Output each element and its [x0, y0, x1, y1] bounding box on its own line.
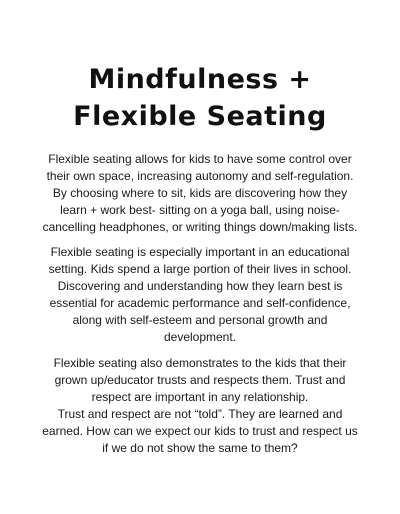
paragraph-line: grown up/educator trusts and respects them. Trust and — [54, 372, 346, 387]
paragraph-line: learn + work best- sitting on a yoga ball, using noise- — [60, 202, 340, 217]
paragraph-line: essential for academic performance and self-confidence, — [49, 295, 351, 310]
page-title-line-2: Flexible Seating — [73, 101, 327, 132]
paragraph-line: Flexible seating allows for kids to have some control over — [48, 152, 352, 166]
paragraph-education — [36, 244, 364, 345]
page-title-line-1: Mindfulness + — [88, 64, 312, 95]
paragraph-line: Flexible seating also demonstrates to the kids that their — [53, 356, 347, 370]
paragraph-line: respect are important in any relationship. — [91, 389, 309, 404]
paragraph-line: Discovering and understanding how they learn best is — [57, 278, 343, 293]
paragraph-line: Trust and respect are not “told”. They are learned and — [57, 406, 343, 421]
paragraph-autonomy — [36, 151, 364, 236]
paragraph-line: along with self-esteem and personal growth and — [72, 312, 328, 327]
paragraph-line: development. — [163, 329, 237, 344]
paragraph-line: By choosing where to sit, kids are discovering how they — [52, 185, 348, 200]
paragraph-line: Flexible seating is especially important in an educational — [50, 245, 350, 259]
paragraph-line: if we do not show the same to them? — [102, 440, 298, 455]
paragraph-line: earned. How can we expect our kids to trust and respect us — [42, 423, 358, 438]
paragraph-trust — [36, 355, 364, 456]
paragraph-line: cancelling headphones, or writing things down/making lists. — [42, 219, 358, 234]
paragraph-line: their own space, increasing autonomy and self-regulation. — [46, 168, 354, 183]
paragraph-line: setting. Kids spend a large portion of their lives in school. — [48, 261, 352, 276]
